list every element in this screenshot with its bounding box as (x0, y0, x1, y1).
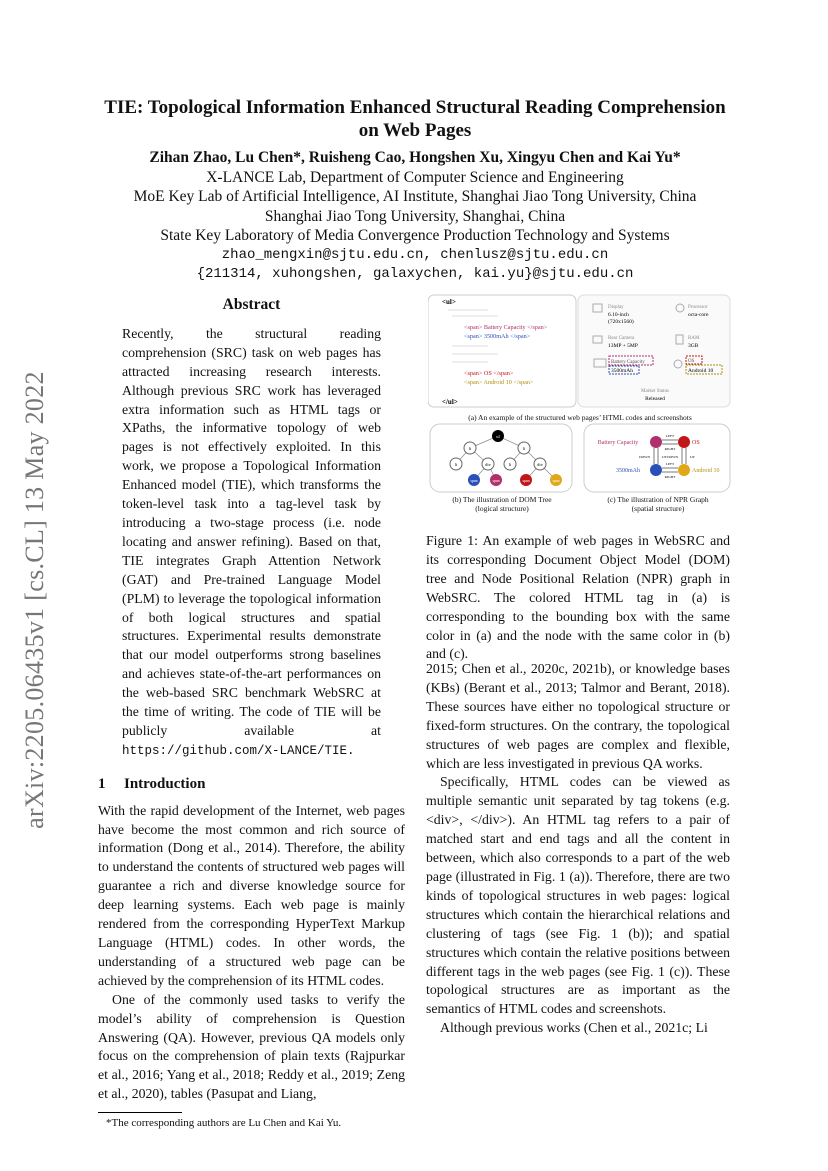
svg-text:span: span (552, 479, 560, 483)
code-line: <span> Battery Capacity </span> (464, 324, 548, 331)
footnote: *The corresponding authors are Lu Chen and Kai Yu. (106, 1117, 342, 1130)
svg-text:Processor: Processor (688, 305, 708, 310)
npr-node (678, 436, 690, 448)
affiliation: MoE Key Lab of Artificial Intelligence, AI Institute, Shanghai Jiao Tong University, China (133, 188, 697, 205)
npr-node-label: Android 10 (692, 468, 720, 474)
svg-text:LEFT: LEFT (665, 462, 675, 466)
svg-text:RIGHT: RIGHT (664, 475, 676, 479)
abstract-text: Recently, the structural reading comprehension (SRC) task on web pages has attracted increasing research interests. Although previous SRC work has leveraged extra information such as HTML tags or XPaths, the informative topology of web pages is not effectively exploited. In this work, we propose a Topological Information Enhanced model (TIE), which transforms the token-level task into a tag-level task by introducing a two-stage process (i.e. node locating and answer refining). Based on that, TIE integrates Graph Attention Network (GAT) and Pre-trained Language Model (PLM) to leverage the topological information of both logical structures and spatial structures. Experimental results demonstrate that our model outperforms strong baselines and achieves state-of-the-art performances on the web-based SRC benchmark WebSRC at the time of writing. The code of TIE will be publicly available at (122, 325, 381, 738)
svg-text:UP: UP (690, 455, 695, 459)
svg-text:li: li (508, 462, 512, 467)
svg-text:OS: OS (688, 359, 695, 364)
author-block (100, 148, 730, 285)
svg-text:Android 10: Android 10 (688, 368, 714, 374)
svg-text:Battery Capacity: Battery Capacity (611, 360, 645, 365)
subcaption-a: (a) An example of the structured web pages’ HTML codes and screenshots (468, 413, 692, 422)
email-line: zhao_mengxin@sjtu.edu.cn, chenlusz@sjtu.edu.cn (221, 246, 609, 263)
svg-text:span: span (492, 479, 500, 483)
footnote-rule (98, 1112, 182, 1113)
code-panel (428, 295, 576, 407)
npr-graph-panel (584, 424, 730, 492)
arxiv-sidebar-stamp (14, 355, 56, 845)
svg-text:span: span (522, 479, 530, 483)
svg-text:Market Status: Market Status (641, 389, 669, 394)
section-number: 1 (98, 775, 106, 792)
paragraph: Specifically, HTML codes can be viewed as multiple semantic unit separated by tag tokens (e.g. <div>, </div>). An HTML tag refers to a pair of matched start and end tags and all the content in between, which also corresponds to a part of the web page (illustrated in Fig. 1 (a)). Therefore, there are two kinds of topological structures in web pages: logical structures which contain the hierarchical relations and clustering of tags (see Fig. 1 (b)); and spatial structures which contain the relative positions between different tags in the web pages (see Fig. 1 (c)). These topological structures are as important as the semantics of HTML codes and screenshots. (426, 774, 730, 1017)
paragraph: One of the commonly used tasks to verify the model’s ability of comprehension is Question Answering (QA). However, previous QA models only focus on the comprehension of plain texts (Rajpurkar et al., 2016; Yang et al., 2018; Reddy et al., 2019; Zeng et al., 2020), tables (Pasupat and Liang, (98, 991, 405, 1102)
svg-text:li: li (468, 446, 472, 451)
svg-text:3500mAh: 3500mAh (611, 368, 633, 374)
affiliation: X-LANCE Lab, Department of Computer Science and Engineering (206, 168, 624, 186)
paper-title: TIE: Topological Information Enhanced Structural Reading Comprehension on Web Pages (104, 97, 726, 141)
npr-node-label: OS (692, 440, 700, 446)
email-line: {211314, xuhongshen, galaxychen, kai.yu}@sjtu.edu.cn (196, 266, 634, 282)
code-line: <span> OS </span> (464, 370, 514, 377)
svg-text:6.10-inch: 6.10-inch (608, 312, 629, 318)
npr-node-label: 3500mAh (616, 468, 640, 474)
left-column (98, 296, 405, 1130)
figure-1 (428, 292, 732, 522)
svg-text:UP: UP (662, 455, 667, 459)
npr-node (650, 464, 662, 476)
svg-text:Display: Display (608, 305, 624, 310)
code-line: <span> 3500mAh </span> (464, 333, 531, 340)
code-line: <span> Android 10 </span> (464, 379, 534, 386)
affiliation: State Key Laboratory of Media Convergence Production Technology and Systems (160, 227, 670, 244)
svg-text:octa-core: octa-core (688, 312, 709, 318)
svg-text:3GB: 3GB (688, 343, 699, 349)
author-names: Zihan Zhao, Lu Chen*, Ruisheng Cao, Hongshen Xu, Xingyu Chen and Kai Yu* (149, 149, 681, 166)
svg-text:(720x1560): (720x1560) (608, 319, 634, 325)
abstract-body (98, 325, 405, 761)
paragraph: 2015; Chen et al., 2020c, 2021b), or knowledge bases (KBs) (Berant et al., 2013; Talmor and Berant, 2018). These sources have either no topological structure or fixed-form structures. On the contrary, the topological structures of web pages are complex and flexible, which are less investigated in previous QA works. (426, 661, 730, 771)
section-title: Introduction (124, 775, 206, 792)
affiliation: Shanghai Jiao Tong University, Shanghai, China (264, 207, 566, 225)
npr-node-label: Battery Capacity (597, 440, 639, 446)
right-column (426, 660, 730, 1038)
paragraph: Although previous works (Chen et al., 2021c; Li (440, 1020, 708, 1036)
arxiv-id: arXiv:2205.06435v1 [cs.CL] 13 May 2022 (20, 371, 49, 829)
svg-text:ul: ul (496, 434, 500, 439)
svg-text:Released: Released (645, 396, 665, 402)
svg-text:DOWN: DOWN (667, 455, 678, 459)
code-line: </ul> (442, 398, 458, 406)
subcaption-c: (c) The illustration of NPR Graph (spatial structure) (607, 495, 709, 513)
svg-text:RAM: RAM (688, 336, 700, 341)
svg-text:li: li (454, 462, 458, 467)
figure-caption: Figure 1: An example of web pages in WebSRC and its corresponding Document Object Model (DOM) tree and Node Positional Relation (NPR) graph in WebSRC. The colored HTML tag in (a) is corresponding to the bounding box with the same color in (a) and the node with the same color in (b) and (c). (426, 533, 730, 662)
svg-text:div: div (485, 462, 491, 467)
paragraph: With the rapid development of the Internet, web pages have become the most common and rich source of information (Dong et al., 2014). Therefore, the ability to understand the contents of structured web pages will guarantee a rich and diverse knowledge source for deep learning systems. Each web page is mainly rendered from the corresponding HyperText Markup Language (HTML) codes. In other words, the understanding of a structured web page can be achieved by the comprehension of its HTML codes. (98, 802, 405, 988)
svg-text:Rear Camera: Rear Camera (608, 336, 635, 341)
subcaption-b: (b) The illustration of DOM Tree (logical structure) (452, 495, 552, 513)
npr-node (650, 436, 662, 448)
svg-text:LEFT: LEFT (665, 434, 675, 438)
svg-text:DOWN: DOWN (639, 455, 650, 459)
abstract-heading: Abstract (222, 296, 281, 313)
svg-text:div: div (537, 462, 543, 467)
code-url-link[interactable]: https://github.com/X-LANCE/TIE. (122, 743, 355, 758)
svg-text:span: span (470, 479, 478, 483)
figure-graphic (428, 292, 732, 522)
section-heading (98, 775, 405, 794)
svg-text:li: li (522, 446, 526, 451)
svg-text:13MP + 5MP: 13MP + 5MP (608, 343, 638, 349)
svg-text:RIGHT: RIGHT (664, 447, 676, 451)
code-line: <ul> (442, 298, 456, 306)
npr-node (678, 464, 690, 476)
